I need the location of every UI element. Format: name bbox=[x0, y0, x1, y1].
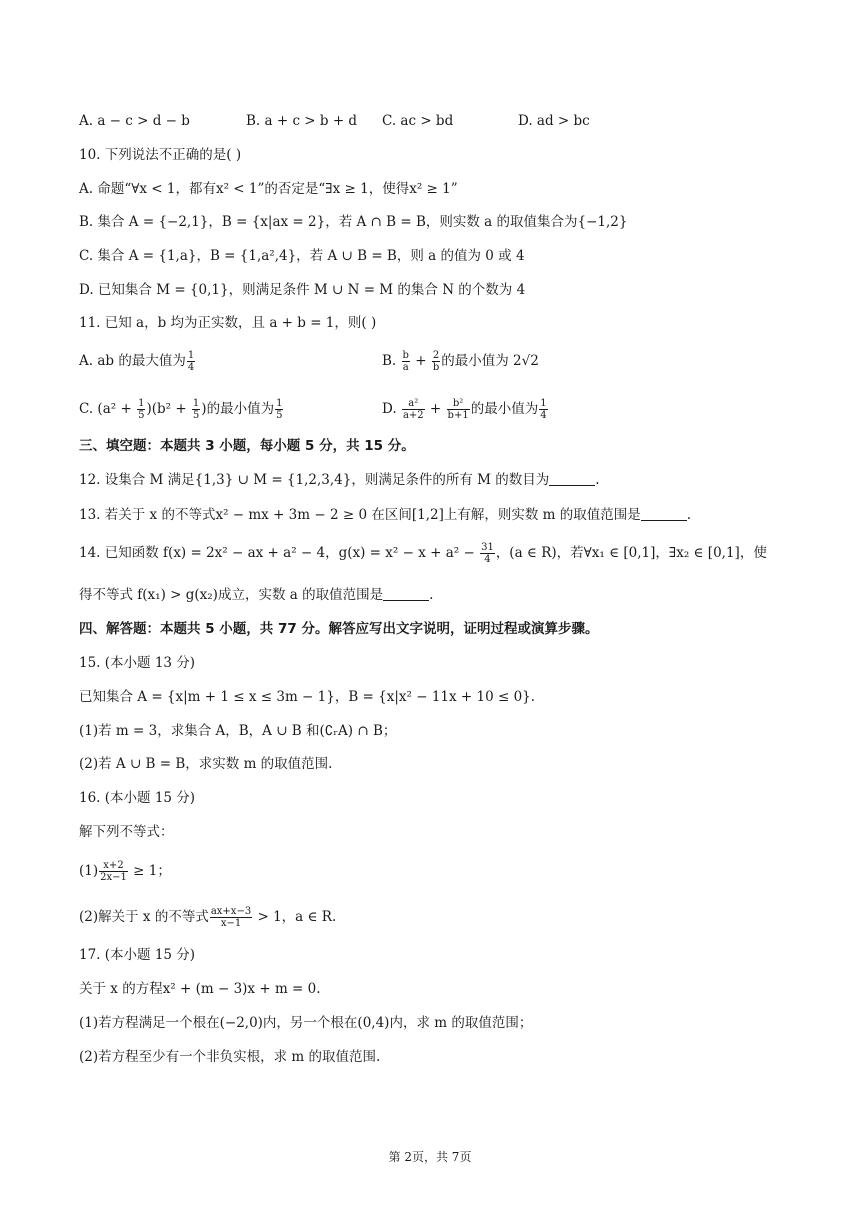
q11-option-d: D. $\frac{\text{a²}}{a+2}$ + $\frac{\text{b²}}{b+1}$ 的最小值为 $\frac{1}{4}$ bbox=[382, 398, 547, 421]
q10-option-c: C. 集合 A = {1,a}，B = {1,a²,4}，若 A ∪ B = B，则 a 的值为 0 或 4 bbox=[79, 248, 525, 264]
q13: 13. 若关于 x 的不等式x² − mx + 3m − 2 ≥ 0 在区间[1,2]上有解，则实数 m 的取值范围是 . bbox=[79, 507, 692, 523]
q9-option-c: C. ac > bd bbox=[382, 113, 454, 129]
q11-stem: 11. 已知 a，b 均为正实数，且 a + b = 1，则( ) bbox=[79, 315, 377, 331]
q10-option-b: B. 集合 A = {−2,1}，B = {x|ax = 2}，若 A ∩ B = B，则实数 a 的取值集合为{−1,2} bbox=[79, 214, 628, 230]
q16-part1: (1) $\frac{x+2}{2x-1}$ ≥ 1； bbox=[79, 860, 171, 883]
q16-head: 16. (本小题 15 分) bbox=[79, 790, 196, 806]
answer-blank bbox=[383, 586, 429, 601]
section-4-heading: 四、解答题：本题共 5 小题，共 77 分。解答应写出文字说明，证明过程或演算步骤。 bbox=[79, 621, 599, 637]
answer-blank bbox=[549, 471, 595, 486]
q11-option-c: C. (a² + $\frac{1}{5}$ )(b² + $\frac{1}{5}$ )的最小值为 $\frac{1}{5}$ bbox=[79, 398, 283, 421]
q10-option-d: D. 已知集合 M = {0,1}，则满足条件 M ∪ N = M 的集合 N 的个数为 4 bbox=[79, 282, 526, 298]
q10-option-a: A. 命题“∀x < 1，都有x² < 1”的否定是“∃x ≥ 1，使得x² ≥ 1” bbox=[79, 181, 458, 197]
answer-blank bbox=[641, 506, 687, 521]
q17-line2: (1)若方程满足一个根在(−2,0)内，另一个根在(0,4)内，求 m 的取值范围； bbox=[79, 1015, 533, 1031]
q17-line1: 关于 x 的方程x² + (m − 3)x + m = 0. bbox=[79, 981, 321, 997]
q16-line1: 解下列不等式： bbox=[79, 824, 174, 840]
q11-option-a: A. ab 的最大值为 $\frac{1}{4}$ bbox=[79, 350, 195, 373]
q15-line2: (1)若 m = 3，求集合 A，B，A ∪ B 和(∁ᵣA) ∩ B； bbox=[79, 723, 397, 739]
q9-option-b: B. a + c > b + d bbox=[246, 113, 358, 129]
q14-line2: 得不等式 f(x₁) > g(x₂)成立，实数 a 的取值范围是 . bbox=[79, 587, 434, 603]
q11-option-b: B. $\frac{b}{a}$ + $\frac{2}{b}$ 的最小值为 2√2 bbox=[382, 350, 539, 373]
q9-option-d: D. ad > bc bbox=[518, 113, 590, 129]
q12: 12. 设集合 M 满足{1,3} ∪ M = {1,2,3,4}，则满足条件的所有 M 的数目为 . bbox=[79, 472, 600, 488]
page-footer: 第 2页，共 7页 bbox=[388, 1150, 472, 1164]
q14-line1: 14. 已知函数 f(x) = 2x² − ax + a² − 4，g(x) = x² − x + a² − $\frac{31}{4}$ ，(a ∈ R)，若∀x₁ ∈ [0,1]，∃x₂ ∈ [0,1]，使 bbox=[79, 542, 767, 565]
q15-head: 15. (本小题 13 分) bbox=[79, 655, 196, 671]
q15-line3: (2)若 A ∪ B = B，求实数 m 的取值范围. bbox=[79, 756, 333, 772]
q10-stem: 10. 下列说法不正确的是( ) bbox=[79, 147, 242, 163]
q9-option-a: A. a − c > d − b bbox=[79, 113, 190, 129]
section-3-heading: 三、填空题：本题共 3 小题，每小题 5 分，共 15 分。 bbox=[79, 438, 415, 454]
q17-head: 17. (本小题 15 分) bbox=[79, 947, 196, 963]
q17-line3: (2)若方程至少有一个非负实根，求 m 的取值范围. bbox=[79, 1049, 381, 1065]
q16-part2: (2)解关于 x 的不等式 $\frac{ax+x-3}{x-1}$ > 1，a ∈ R. bbox=[79, 906, 337, 929]
q15-line1: 已知集合 A = {x|m + 1 ≤ x ≤ 3m − 1}，B = {x|x² − 11x + 10 ≤ 0}. bbox=[79, 689, 536, 705]
